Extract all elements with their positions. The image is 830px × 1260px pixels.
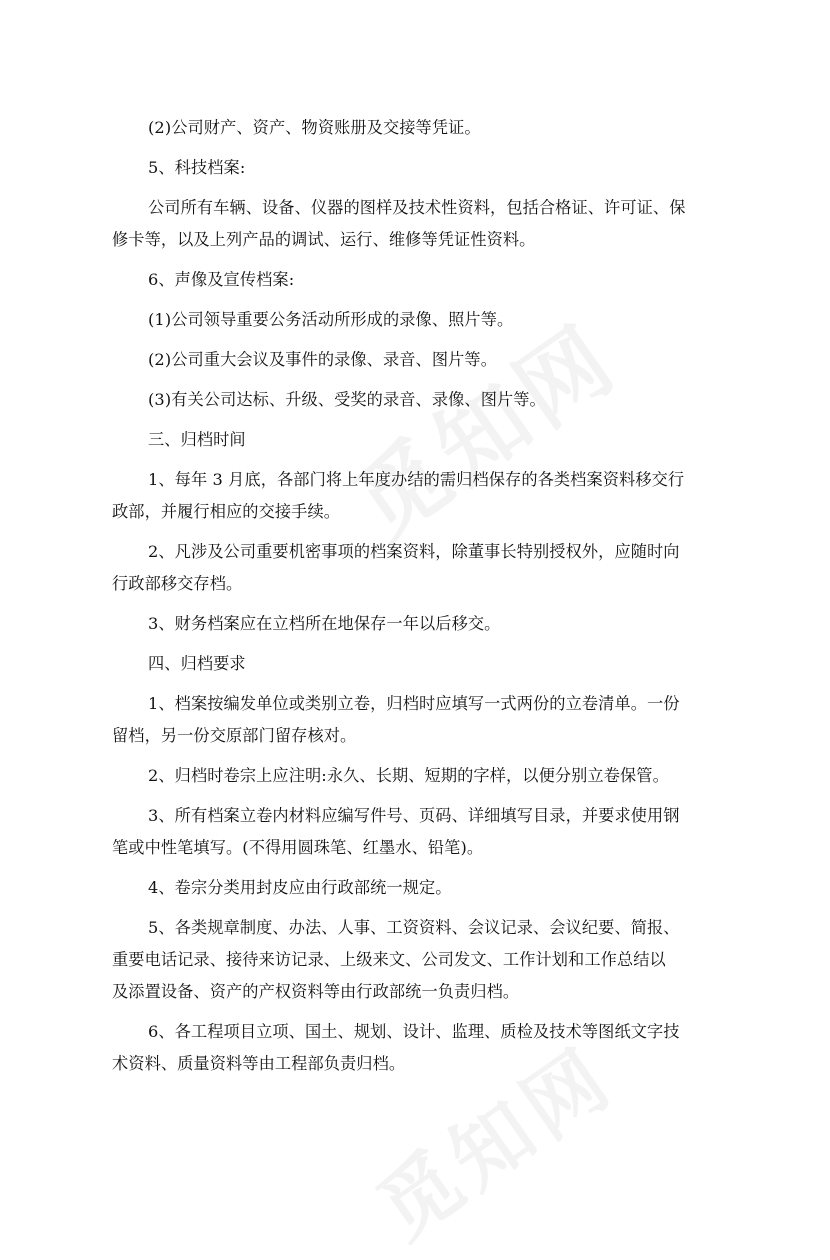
section-heading: 5、科技档案: — [148, 158, 246, 177]
paragraph-line: (2)公司财产、资产、物资账册及交接等凭证。 — [148, 118, 481, 137]
paragraph-line: (3)有关公司达标、升级、受奖的录音、录像、图片等。 — [148, 390, 546, 409]
paragraph-line: 2、凡涉及公司重要机密事项的档案资料，除董事长特别授权外，应随时向 — [148, 542, 680, 561]
paragraph-line: 笔或中性笔填写。(不得用圆珠笔、红墨水、铅笔)。 — [112, 838, 484, 857]
paragraph-line: 术资料、质量资料等由工程部负责归档。 — [112, 1054, 406, 1073]
paragraph-line: 1、每年 3 月底，各部门将上年度办结的需归档保存的各类档案资料移交行 — [148, 470, 685, 489]
paragraph-line: 1、档案按编发单位或类别立卷，归档时应填写一式两份的立卷清单。一份 — [148, 694, 680, 713]
paragraph-line: 行政部移交存档。 — [112, 574, 243, 593]
paragraph-line: (2)公司重大会议及事件的录像、录音、图片等。 — [148, 350, 497, 369]
paragraph-line: 政部，并履行相应的交接手续。 — [112, 502, 341, 521]
paragraph-line: 3、财务档案应在立档所在地保存一年以后移交。 — [148, 614, 501, 633]
paragraph-line: 及添置设备、资产的产权资料等由行政部统一负责归档。 — [112, 982, 520, 1001]
paragraph-line: 6、各工程项目立项、国土、规划、设计、监理、质检及技术等图纸文字技 — [148, 1022, 680, 1041]
document-body — [112, 112, 718, 1080]
paragraph-line: 3、所有档案立卷内材料应编写件号、页码、详细填写目录，并要求使用钢 — [148, 806, 680, 825]
chapter-heading: 四、归档要求 — [148, 654, 246, 673]
paragraph-line: 5、各类规章制度、办法、人事、工资资料、会议记录、会议纪要、简报、 — [148, 918, 680, 937]
chapter-heading: 三、归档时间 — [148, 430, 246, 449]
paragraph-line: 重要电话记录、接待来访记录、上级来文、公司发文、工作计划和工作总结以 — [112, 950, 666, 969]
paragraph-line: (1)公司领导重要公务活动所形成的录像、照片等。 — [148, 310, 514, 329]
paragraph-line: 4、卷宗分类用封皮应由行政部统一规定。 — [148, 878, 452, 897]
paragraph-line: 留档，另一份交原部门留存核对。 — [112, 726, 357, 745]
section-heading: 6、声像及宣传档案: — [148, 270, 295, 289]
paragraph-line: 2、归档时卷宗上应注明:永久、长期、短期的字样，以便分别立卷保管。 — [148, 766, 669, 785]
paragraph-line: 修卡等，以及上列产品的调试、运行、维修等凭证性资料。 — [112, 230, 536, 249]
paragraph-line: 公司所有车辆、设备、仪器的图样及技术性资料，包括合格证、许可证、保 — [148, 198, 686, 217]
